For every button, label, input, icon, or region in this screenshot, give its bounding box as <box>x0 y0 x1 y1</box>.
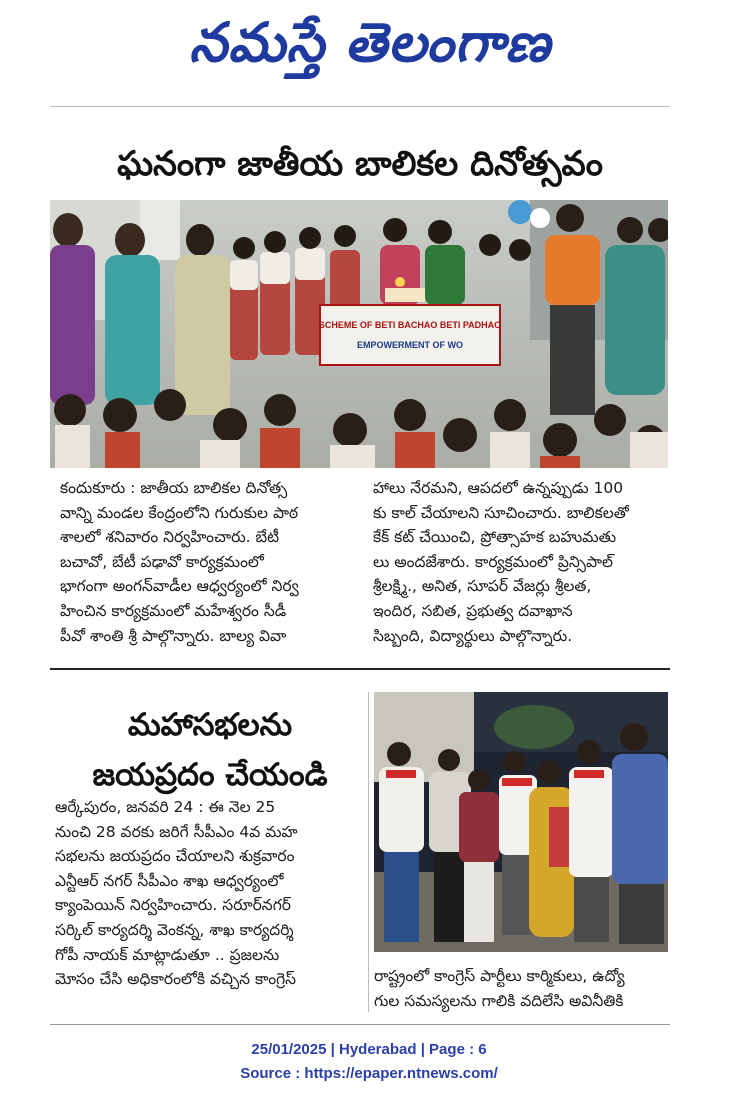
text-line: నుంచి 28 వరకు జరిగే సీపీఎం 4వ మహ <box>55 822 298 841</box>
page-footer <box>0 1038 738 1086</box>
section-divider <box>50 668 670 670</box>
text-line: శాలలో శనివారం నిర్వహించారు. బేటీ <box>60 528 280 547</box>
banner-line2: EMPOWERMENT OF WO <box>357 340 463 350</box>
text-line: వాన్ని మండల కేంద్రంలోని గురుకుల పాఠ <box>60 503 299 522</box>
text-line: మోసం చేసి అధికారంలోకి వచ్చిన కాంగ్రెస్ <box>55 970 296 989</box>
text-line: భాగంగా అంగన్‌వాడీల ఆధ్వర్యంలో నిర్వ <box>60 577 299 596</box>
text-line: కు కాల్ చేయాలని సూచించారు. బాలికలతో <box>373 503 629 522</box>
footer-date-line: 25/01/2025 | Hyderabad | Page : 6 <box>251 1041 487 1058</box>
text-line: సర్కిల్ కార్యదర్శి వెంకన్న, శాఖ కార్యదర్శి <box>55 920 294 939</box>
story2-headline <box>60 700 360 800</box>
text-line: పీవో శాంతి శ్రీ పాల్గొన్నారు. బాల్య వివా <box>60 626 287 645</box>
masthead <box>0 0 738 92</box>
text-line: ఆర్కేపురం, జనవరి 24 : ఈ నెల 25 <box>55 798 276 816</box>
story3-column <box>374 964 670 1013</box>
banner-line1: SCHEME OF BETI BACHAO BETI PADHAO <box>318 320 502 330</box>
girls-day-photo <box>50 200 668 468</box>
text-line: హించిన కార్యక్రమంలో మహేశ్వరం సీడీ <box>60 601 287 620</box>
text-line: శ్రీలక్ష్మి., అనిత, సూపర్ వేజర్లు శ్రీలత, <box>373 577 592 596</box>
text-line: ఎన్టీఆర్ నగర్ సీపీఎం శాఖ ఆధ్వర్యంలో <box>55 871 284 890</box>
text-line: కేక్ కట్ చేయించి, ప్రోత్సాహక బహుమతు <box>373 528 617 547</box>
story2-column <box>55 795 365 992</box>
text-line: సభలను జయప్రదం చేయాలని శుక్రవారం <box>55 847 295 866</box>
story1-right-column <box>373 476 665 648</box>
text-line: క్యాంపెయిన్ నిర్వహించారు. సరూర్‌నగర్ <box>55 896 291 915</box>
text-line: రాష్ట్రంలో కాంగ్రెస్ పార్టీలు కార్మికులు, ఉద్యో <box>374 967 625 985</box>
text-line: గుల సమస్యలను గాలికి వదిలేసి అవినీతికి <box>374 991 624 1010</box>
text-line: కందుకూరు : జాతీయ బాలికల దినోత్స <box>60 479 288 497</box>
text-line: ఇందిర, సబిత, ప్రభుత్వ దవాఖాన <box>373 601 573 620</box>
text-line: సిబ్బంది, విద్యార్థులు పాల్గొన్నారు. <box>373 626 573 645</box>
footer-source-line: Source : https://epaper.ntnews.com/ <box>240 1065 498 1082</box>
text-line: హాలు నేరమని, ఆపదలో ఉన్నప్పుడు 100 <box>373 479 624 497</box>
crop-edge <box>50 1024 670 1025</box>
story1-headline: ఘనంగా జాతీయ బాలికల దినోత్సవం <box>117 144 603 184</box>
text-line: బచావో, బేటీ పఢావో కార్యక్రమంలో <box>60 552 264 571</box>
newspaper-logo: నమస్తే తెలంగాణ <box>189 11 551 74</box>
column-divider <box>368 692 369 1012</box>
text-line: లు అందజేశారు. కార్యక్రమంలో ప్రిన్సిపాల్ <box>373 552 613 571</box>
story1-left-column <box>60 476 365 648</box>
headline-line2: జయప్రదం చేయండి <box>92 757 328 793</box>
headline-line1: మహాసభలను <box>127 707 293 743</box>
clipped-top-text <box>50 96 670 107</box>
text-line: గోపీ నాయక్ మాట్లాడుతూ .. ప్రజలను <box>55 945 280 964</box>
cpm-campaign-photo <box>374 692 668 952</box>
